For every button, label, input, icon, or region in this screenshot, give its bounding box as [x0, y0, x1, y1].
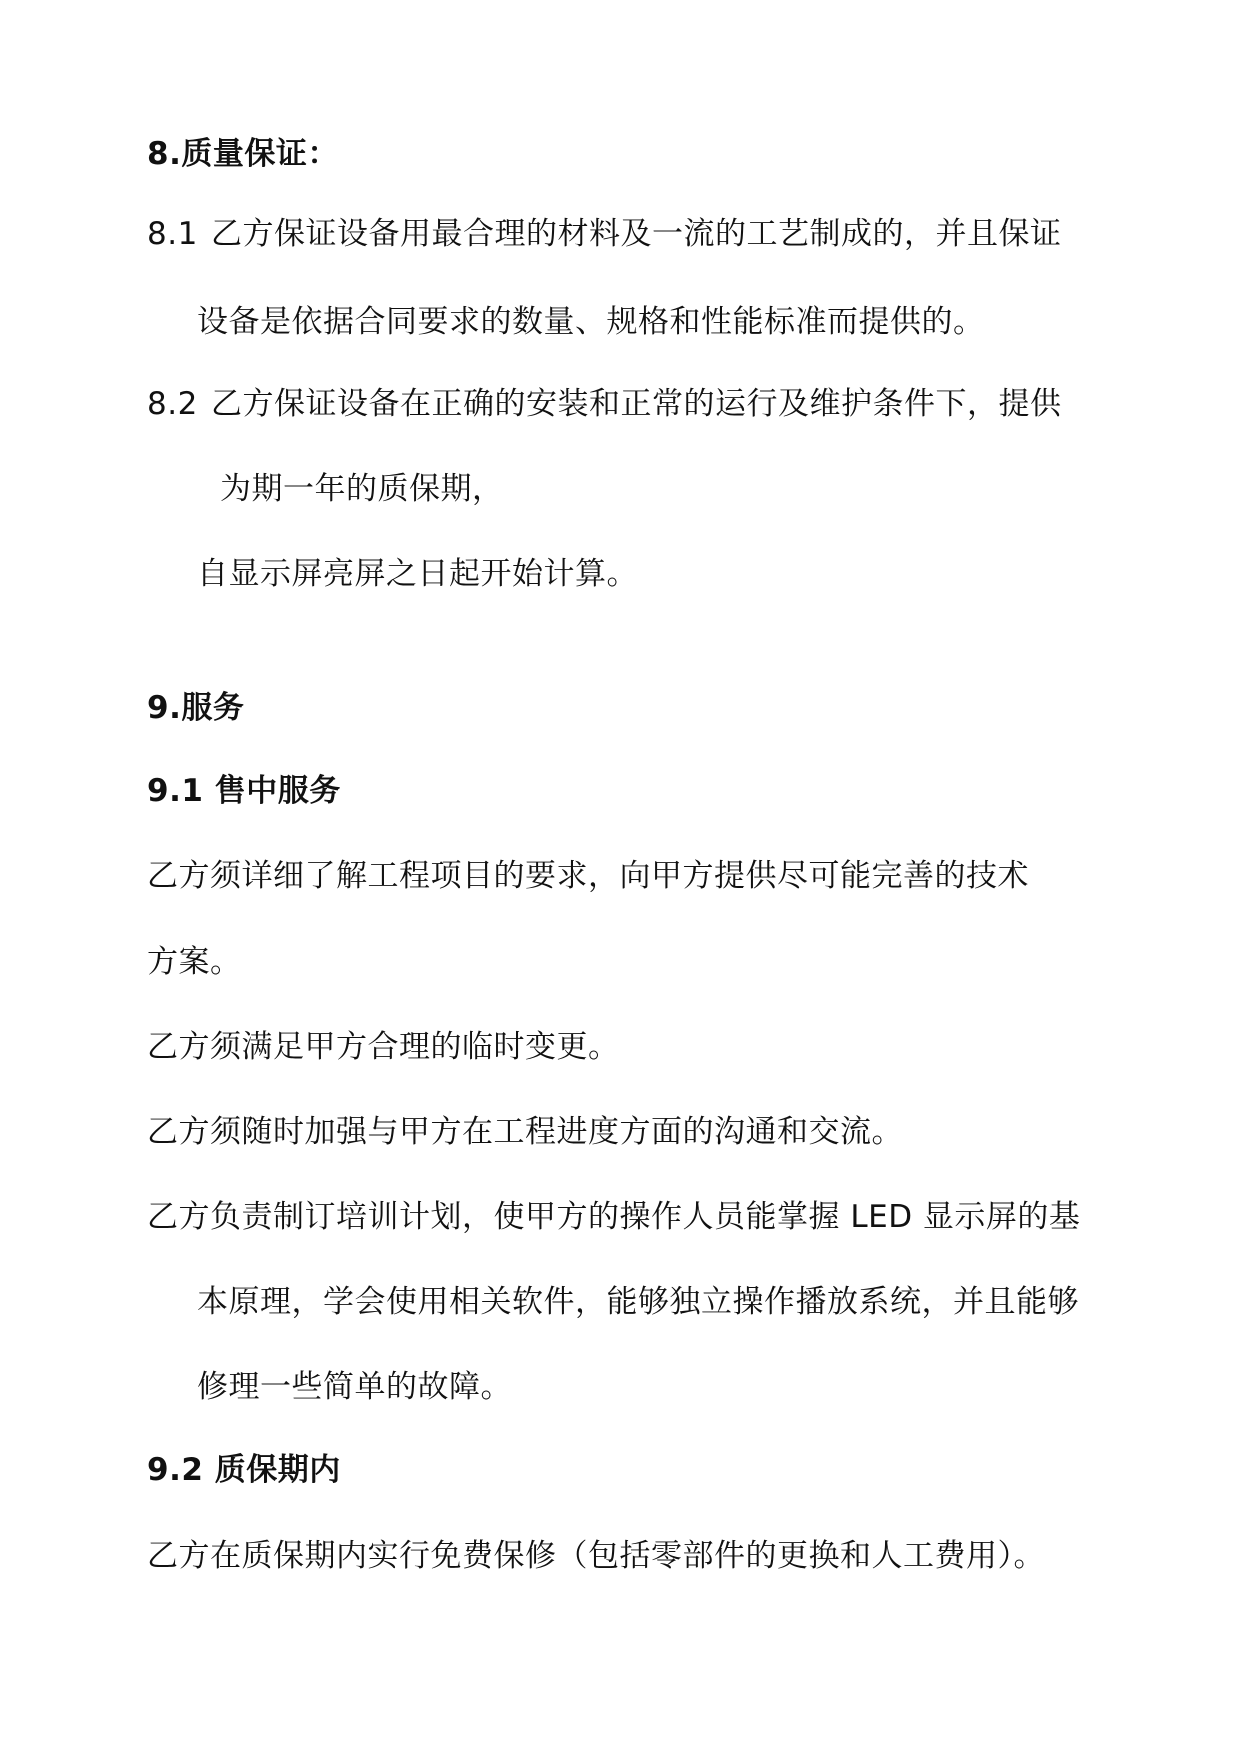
section-8-heading: 8.质量保证：: [147, 136, 339, 172]
paragraph-9-1-4-line-2: 本原理，学会使用相关软件，能够独立操作播放系统，并且能够: [197, 1284, 1079, 1320]
paragraph-9-1-2: 乙方须满足甲方合理的临时变更。: [147, 1029, 620, 1065]
clause-number: 8.1: [147, 216, 198, 252]
section-9-heading: 9.服务: [147, 690, 245, 726]
clause-8-1-line-2: 设备是依据合同要求的数量、规格和性能标准而提供的。: [197, 304, 985, 340]
clause-8-1-line-1: [147, 214, 1062, 254]
clause-number: 8.2: [147, 386, 198, 422]
clause-text: 乙方保证设备在正确的安装和正常的运行及维护条件下，提供: [211, 386, 1062, 422]
paragraph-9-1-1-line-1: 乙方须详细了解工程项目的要求，向甲方提供尽可能完善的技术: [147, 858, 1029, 894]
paragraph-9-1-4-line-1: 乙方负责制订培训计划，使甲方的操作人员能掌握 LED 显示屏的基: [147, 1199, 1081, 1235]
paragraph-9-1-4-line-3: 修理一些简单的故障。: [197, 1369, 512, 1405]
subsection-9-1-heading: 9.1 售中服务: [147, 773, 341, 809]
clause-8-2-line-3: 自显示屏亮屏之日起开始计算。: [197, 556, 638, 592]
clause-8-2-line-1: [147, 384, 1062, 424]
clause-8-2-line-2: 为期一年的质保期，: [220, 471, 504, 507]
clause-text: 乙方保证设备用最合理的材料及一流的工艺制成的，并且保证: [211, 216, 1062, 252]
paragraph-9-1-1-line-2: 方案。: [147, 944, 242, 980]
subsection-9-2-heading: 9.2 质保期内: [147, 1452, 341, 1488]
paragraph-9-1-3: 乙方须随时加强与甲方在工程进度方面的沟通和交流。: [147, 1114, 903, 1150]
paragraph-9-2-1: 乙方在质保期内实行免费保修（包括零部件的更换和人工费用）。: [147, 1538, 1045, 1574]
